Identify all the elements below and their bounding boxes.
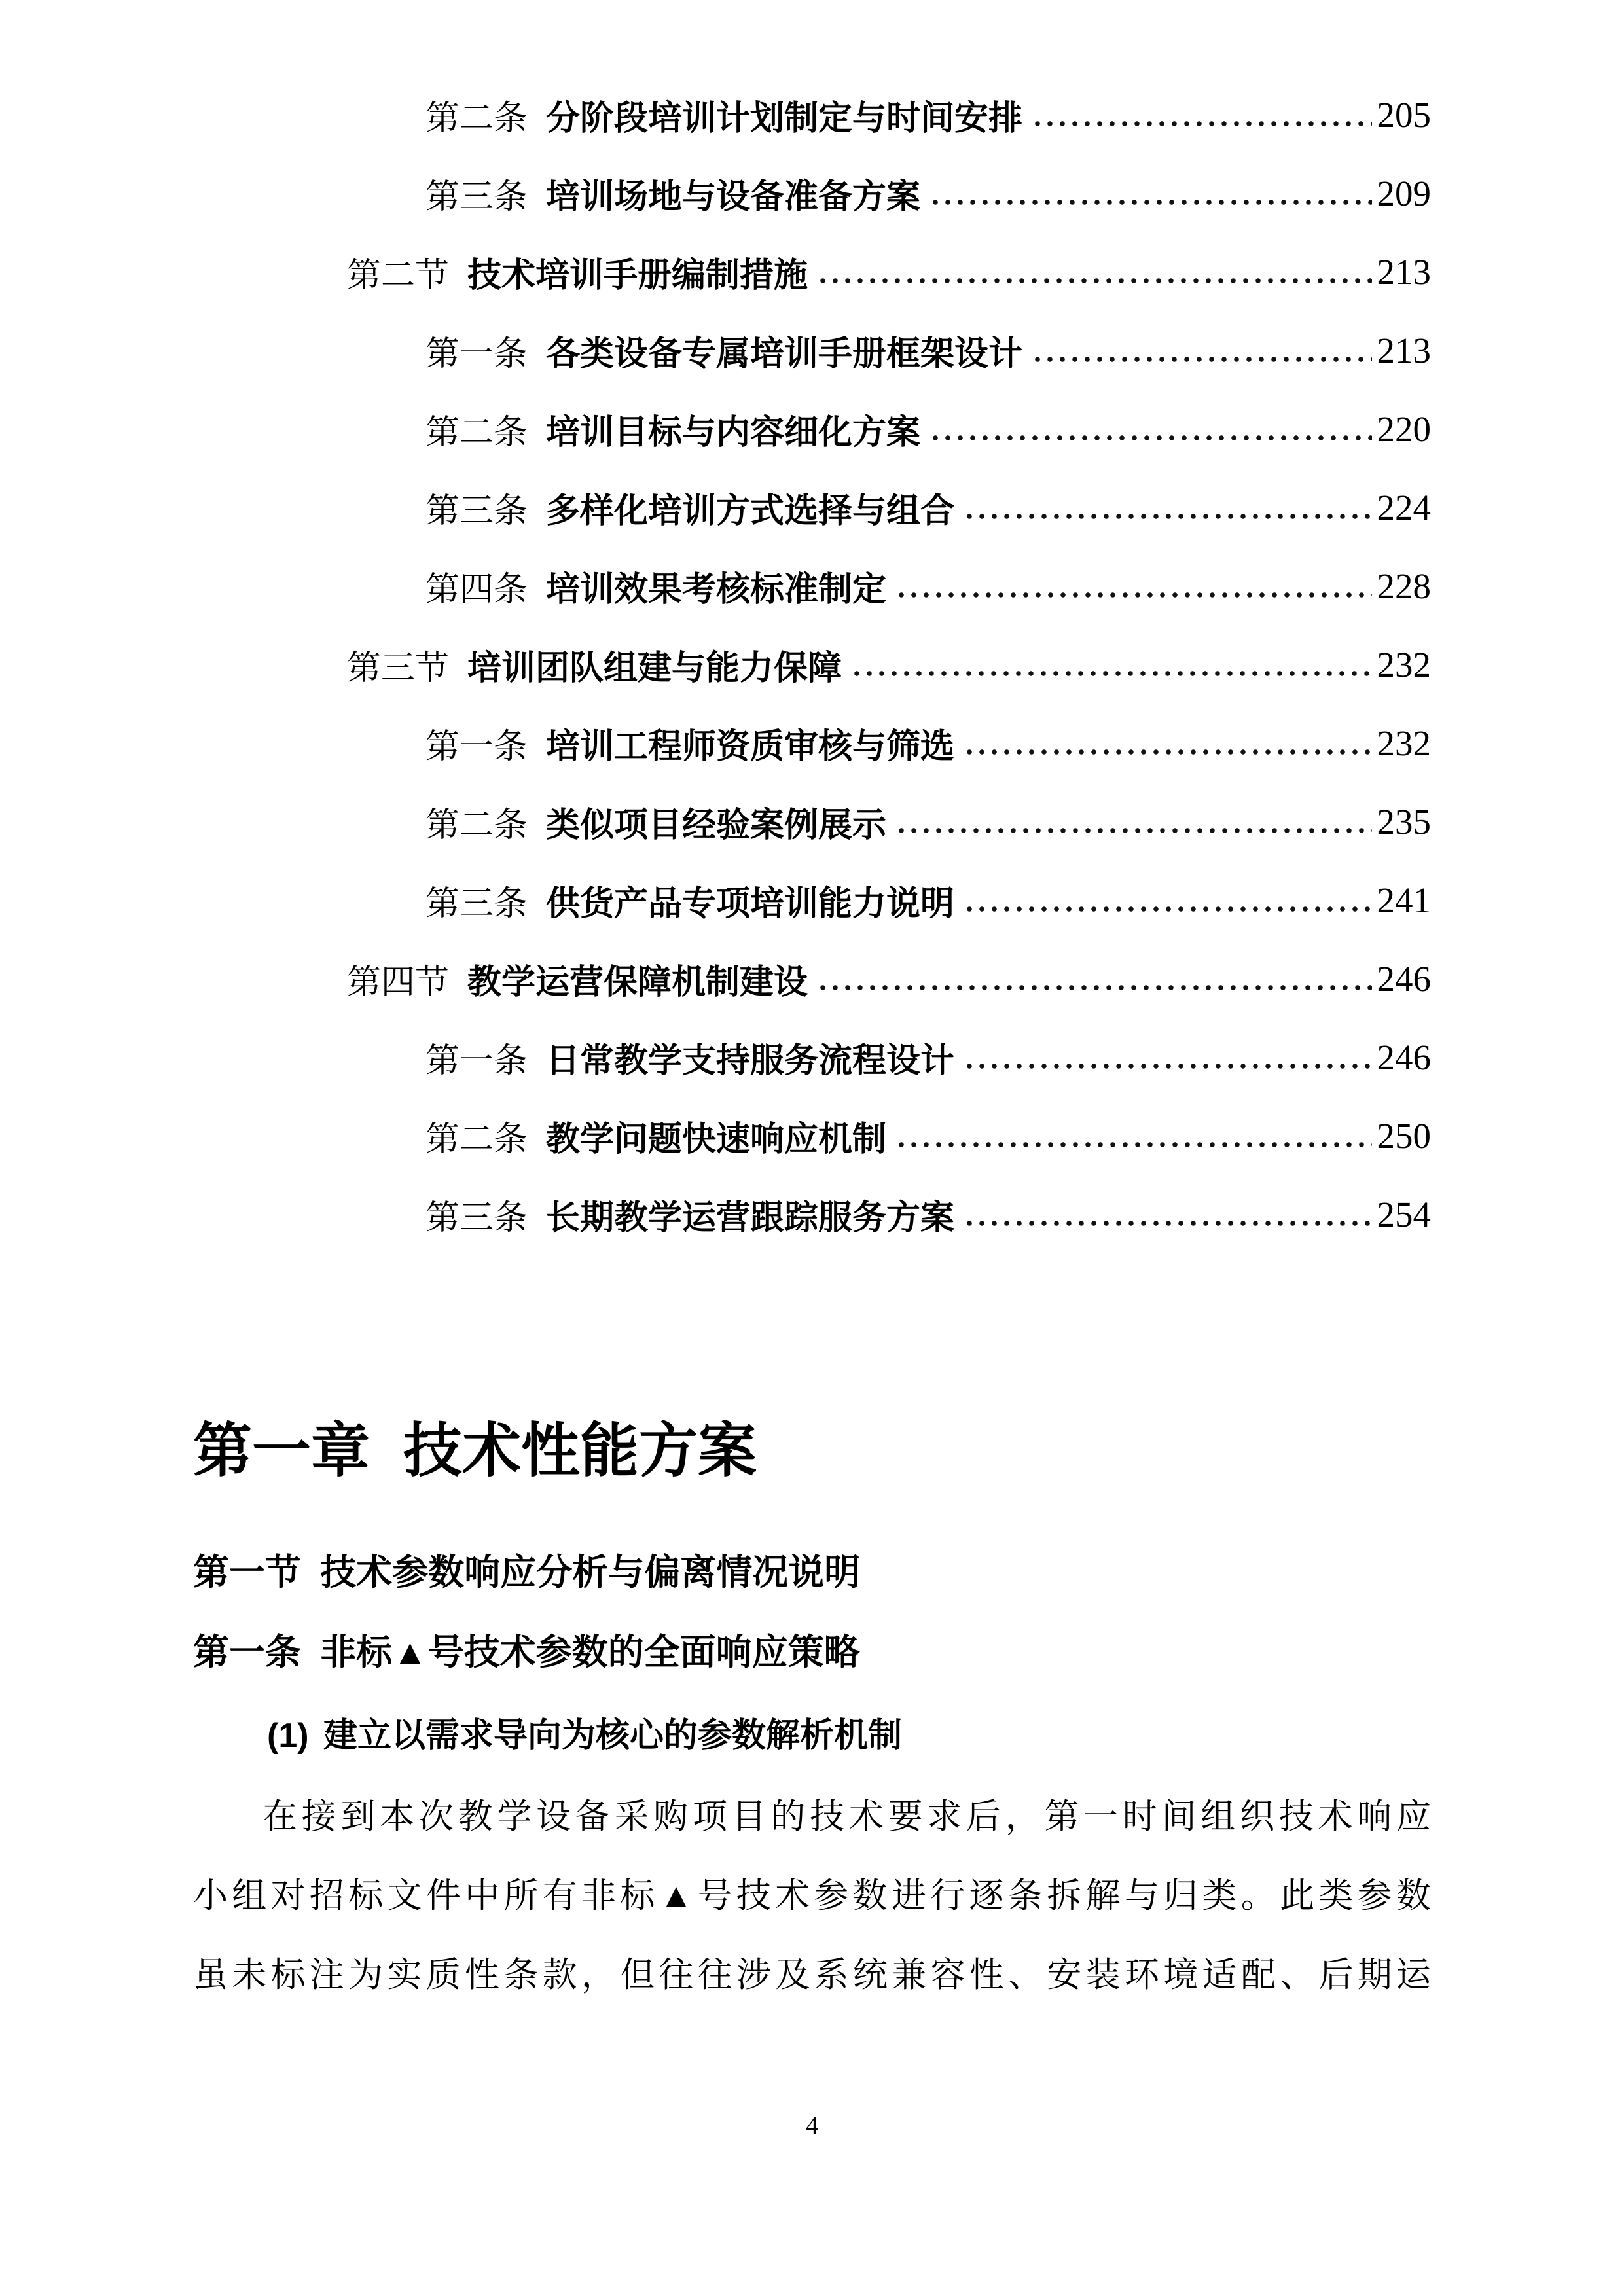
toc-entry-label: 第三条 (425, 178, 528, 216)
toc-entry-title: 供货产品专项培训能力说明 (546, 884, 955, 923)
toc-entry-title: 培训工程师资质审核与筛选 (546, 727, 955, 766)
article-heading: 第一条 非标▲号技术参数的全面响应策略 (193, 1632, 860, 1672)
toc-entry-label: 第二节 (347, 257, 450, 295)
toc-entry-title: 技术培训手册编制措施 (467, 256, 808, 295)
toc-entry (193, 547, 1431, 625)
toc-entry-label: 第三条 (425, 492, 528, 530)
toc-entry-page: 232 (1377, 644, 1431, 685)
toc-entry (193, 154, 1431, 232)
toc-entry-page: 213 (1377, 251, 1431, 292)
toc-entry-page: 228 (1377, 565, 1431, 606)
toc-entry-label: 第四节 (347, 963, 450, 1001)
toc-entry-title: 各类设备专属培训手册框架设计 (546, 334, 1023, 373)
toc-entry-label: 第二条 (425, 414, 528, 452)
toc-entry-label: 第三条 (425, 885, 528, 923)
toc-entry-page: 235 (1377, 801, 1431, 842)
toc-entry (193, 1096, 1431, 1175)
toc-entry (193, 232, 1431, 311)
toc-entry-page: 241 (1377, 880, 1431, 920)
toc-entry (193, 468, 1431, 547)
toc-entry-label: 第三条 (425, 1199, 528, 1237)
toc-entry-page: 220 (1377, 408, 1431, 449)
toc-entry-page: 246 (1377, 958, 1431, 999)
body-line: 在接到本次教学设备采购项目的技术要求后，第一时间组织技术响应 (262, 1798, 1431, 1836)
toc-leader-dots (895, 547, 1371, 625)
toc-entry-label: 第一条 (425, 1042, 528, 1080)
toc-entry-label: 第一条 (425, 335, 528, 373)
toc-entry-title: 日常教学支持服务流程设计 (546, 1041, 955, 1080)
page-number: 4 (806, 2112, 818, 2140)
toc-entry-page: 246 (1377, 1037, 1431, 1077)
body-line: 虽未标注为实质性条款，但往往涉及系统兼容性、安装环境适配、后期运 (193, 1956, 1431, 1994)
toc-entry-label: 第一条 (425, 728, 528, 766)
toc-entry (193, 389, 1431, 468)
toc-entry (193, 939, 1431, 1018)
toc-leader-dots (1032, 311, 1371, 389)
toc-entry-title: 培训效果考核标准制定 (546, 570, 887, 609)
toc-entry-title: 多样化培训方式选择与组合 (546, 492, 955, 530)
toc-entry-title: 类似项目经验案例展示 (546, 806, 887, 844)
toc-entry-page: 250 (1377, 1115, 1431, 1156)
body-paragraph (193, 1778, 1431, 2015)
toc-leader-dots (964, 1175, 1371, 1253)
toc-leader-dots (895, 782, 1371, 861)
toc-leader-dots (964, 704, 1371, 782)
body-line: 小组对招标文件中所有非标▲号技术参数进行逐条拆解与归类。此类参数 (193, 1877, 1431, 1915)
toc-entry-page: 209 (1377, 173, 1431, 213)
toc-entry-page: 232 (1377, 723, 1431, 763)
toc-leader-dots (964, 1018, 1371, 1096)
toc-entry-title: 培训目标与内容细化方案 (546, 413, 921, 452)
toc-leader-dots (929, 154, 1371, 232)
toc-entry-label: 第三节 (347, 649, 450, 687)
table-of-contents (193, 75, 1431, 1253)
toc-leader-dots (929, 389, 1371, 468)
toc-leader-dots (1032, 75, 1371, 154)
toc-entry-label: 第二条 (425, 99, 528, 137)
toc-entry (193, 861, 1431, 939)
toc-entry (193, 311, 1431, 389)
toc-entry-title: 长期教学运营跟踪服务方案 (546, 1198, 955, 1237)
toc-entry (193, 75, 1431, 154)
toc-entry-title: 教学运营保障机制建设 (467, 963, 808, 1001)
toc-leader-dots (817, 232, 1371, 311)
toc-leader-dots (964, 861, 1371, 939)
toc-entry (193, 1175, 1431, 1253)
toc-leader-dots (851, 625, 1371, 704)
toc-entry-label: 第四条 (425, 571, 528, 609)
toc-entry-page: 213 (1377, 330, 1431, 370)
toc-entry-page: 205 (1377, 94, 1431, 135)
toc-entry-title: 培训场地与设备准备方案 (546, 177, 921, 216)
section-heading: 第一节 技术参数响应分析与偏离情况说明 (193, 1552, 861, 1592)
toc-leader-dots (895, 1096, 1371, 1175)
toc-entry-page: 254 (1377, 1194, 1431, 1234)
chapter-heading: 第一章 技术性能方案 (193, 1418, 757, 1484)
toc-entry (193, 625, 1431, 704)
toc-entry-title: 培训团队组建与能力保障 (467, 649, 842, 687)
toc-entry-label: 第二条 (425, 1121, 528, 1158)
clause-heading: (1) 建立以需求导向为核心的参数解析机制 (267, 1717, 903, 1755)
toc-entry (193, 1018, 1431, 1096)
toc-leader-dots (964, 468, 1371, 547)
toc-entry-label: 第二条 (425, 806, 528, 844)
toc-entry-title: 分阶段培训计划制定与时间安排 (546, 99, 1023, 137)
toc-leader-dots (817, 939, 1371, 1018)
toc-entry (193, 782, 1431, 861)
toc-entry (193, 704, 1431, 782)
toc-entry-title: 教学问题快速响应机制 (546, 1120, 887, 1158)
toc-entry-page: 224 (1377, 487, 1431, 528)
